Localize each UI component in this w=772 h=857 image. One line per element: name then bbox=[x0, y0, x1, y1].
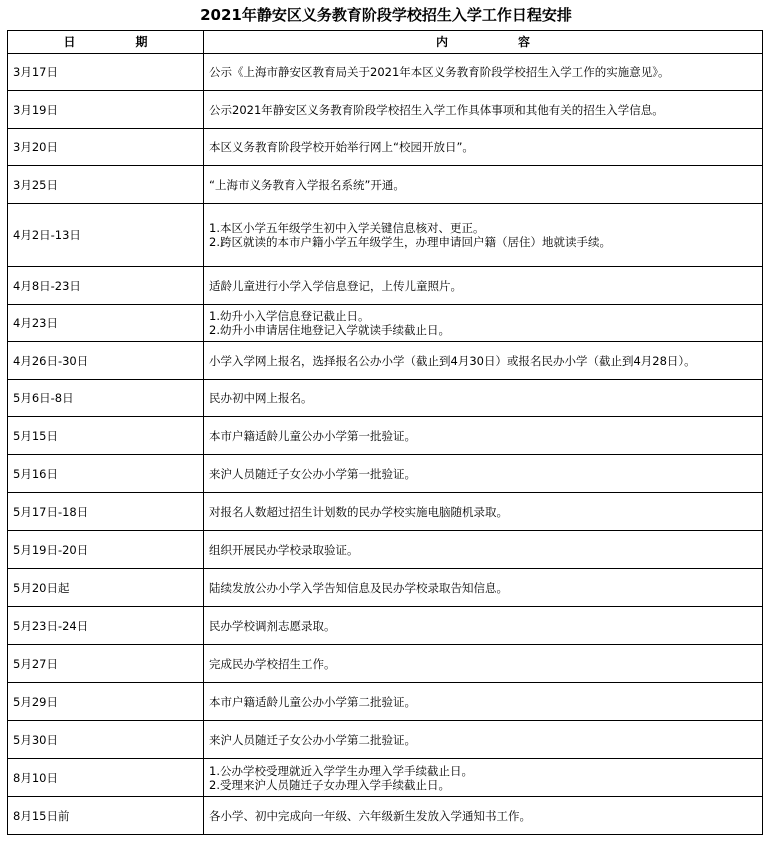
schedule-content-line: 1.公办学校受理就近入学学生办理入学手续截止日。 bbox=[209, 763, 473, 778]
schedule-content-line: 民办学校调剂志愿录取。 bbox=[209, 618, 336, 633]
table-row bbox=[8, 342, 763, 380]
schedule-content-line: 对报名人数超过招生计划数的民办学校实施电脑随机录取。 bbox=[209, 504, 508, 519]
table-row bbox=[8, 569, 763, 607]
schedule-content-line: 陆续发放公办小学入学告知信息及民办学校录取告知信息。 bbox=[209, 580, 508, 595]
schedule-date-cell: 8月10日 bbox=[8, 759, 204, 797]
content-header-char-1: 内 bbox=[435, 35, 448, 49]
table-row bbox=[8, 607, 763, 645]
schedule-content-line: 2.跨区就读的本市户籍小学五年级学生，办理申请回户籍（居住）地就读手续。 bbox=[209, 235, 611, 249]
schedule-content-cell bbox=[204, 305, 763, 342]
schedule-date-cell: 5月6日-8日 bbox=[8, 380, 204, 417]
schedule-content-line: 1.幼升小入学信息登记截止日。 bbox=[209, 309, 370, 323]
schedule-content-line: 公示《上海市静安区教育局关于2021年本区义务教育阶段学校招生入学工作的实施意见》。 bbox=[209, 65, 670, 79]
schedule-date-cell: 4月23日 bbox=[8, 305, 204, 342]
schedule-content-cell bbox=[204, 380, 763, 417]
date-header-char-2: 期 bbox=[135, 35, 148, 49]
schedule-content-line: 小学入学网上报名，选择报名公办小学（截止到4月30日）或报名民办小学（截止到4月28日）。 bbox=[209, 353, 696, 368]
schedule-content-line: 来沪人员随迁子女公办小学第一批验证。 bbox=[209, 466, 416, 481]
content-column-header bbox=[204, 31, 763, 54]
schedule-content-line: “上海市义务教育入学报名系统”开通。 bbox=[209, 177, 405, 192]
schedule-content-cell bbox=[204, 645, 763, 683]
schedule-content-line: 公示2021年静安区义务教育阶段学校招生入学工作具体事项和其他有关的招生入学信息。 bbox=[209, 102, 664, 117]
table-row bbox=[8, 91, 763, 129]
table-row bbox=[8, 645, 763, 683]
schedule-content-cell bbox=[204, 493, 763, 531]
schedule-content-cell bbox=[204, 569, 763, 607]
table-row bbox=[8, 54, 763, 91]
schedule-content-line: 民办初中网上报名。 bbox=[209, 391, 313, 405]
schedule-date-cell: 5月23日-24日 bbox=[8, 607, 204, 645]
schedule-date-cell: 8月15日前 bbox=[8, 797, 204, 835]
schedule-content-line: 适龄儿童进行小学入学信息登记，上传儿童照片。 bbox=[209, 278, 462, 293]
schedule-content-cell bbox=[204, 417, 763, 455]
schedule-date-cell: 3月20日 bbox=[8, 129, 204, 166]
schedule-content-line: 各小学、初中完成向一年级、六年级新生发放入学通知书工作。 bbox=[209, 808, 531, 823]
schedule-date-cell: 4月8日-23日 bbox=[8, 267, 204, 305]
schedule-content-cell bbox=[204, 797, 763, 835]
schedule-date-cell: 5月16日 bbox=[8, 455, 204, 493]
schedule-content-line: 本市户籍适龄儿童公办小学第一批验证。 bbox=[209, 428, 416, 443]
schedule-content-cell bbox=[204, 607, 763, 645]
schedule-content-line: 1.本区小学五年级学生初中入学关键信息核对、更正。 bbox=[209, 221, 485, 235]
schedule-content-line: 2.幼升小申请居住地登记入学就读手续截止日。 bbox=[209, 323, 450, 337]
table-row bbox=[8, 267, 763, 305]
schedule-date-cell: 5月15日 bbox=[8, 417, 204, 455]
table-row bbox=[8, 204, 763, 267]
schedule-content-cell bbox=[204, 531, 763, 569]
schedule-content-cell bbox=[204, 166, 763, 204]
table-row bbox=[8, 531, 763, 569]
schedule-content-cell bbox=[204, 54, 763, 91]
schedule-content-line: 完成民办学校招生工作。 bbox=[209, 656, 336, 671]
schedule-date-cell: 5月30日 bbox=[8, 721, 204, 759]
schedule-content-line: 来沪人员随迁子女公办小学第二批验证。 bbox=[209, 732, 416, 747]
page-title: 2021年静安区义务教育阶段学校招生入学工作日程安排 bbox=[200, 6, 572, 24]
table-row bbox=[8, 493, 763, 531]
schedule-date-cell: 5月20日起 bbox=[8, 569, 204, 607]
schedule-content-cell bbox=[204, 129, 763, 166]
schedule-content-cell bbox=[204, 267, 763, 305]
schedule-date-cell: 5月19日-20日 bbox=[8, 531, 204, 569]
schedule-date-cell: 3月25日 bbox=[8, 166, 204, 204]
schedule-date-cell: 3月19日 bbox=[8, 91, 204, 129]
date-header-char-1: 日 bbox=[63, 35, 76, 49]
content-header-char-2: 容 bbox=[518, 35, 531, 49]
schedule-date-cell: 3月17日 bbox=[8, 54, 204, 91]
table-row bbox=[8, 721, 763, 759]
schedule-date-cell: 5月27日 bbox=[8, 645, 204, 683]
schedule-content-line: 本区义务教育阶段学校开始举行网上“校园开放日”。 bbox=[209, 140, 474, 154]
schedule-date-cell: 4月26日-30日 bbox=[8, 342, 204, 380]
schedule-content-cell bbox=[204, 759, 763, 797]
schedule-content-line: 2.受理来沪人员随迁子女办理入学手续截止日。 bbox=[209, 777, 450, 792]
table-row bbox=[8, 166, 763, 204]
schedule-date-cell: 4月2日-13日 bbox=[8, 204, 204, 267]
schedule-content-line: 本市户籍适龄儿童公办小学第二批验证。 bbox=[209, 694, 416, 709]
table-row bbox=[8, 455, 763, 493]
table-row bbox=[8, 417, 763, 455]
schedule-content-cell bbox=[204, 91, 763, 129]
schedule-content-cell bbox=[204, 342, 763, 380]
schedule-table bbox=[7, 30, 763, 835]
schedule-content-line: 组织开展民办学校录取验证。 bbox=[209, 542, 359, 557]
schedule-date-cell: 5月29日 bbox=[8, 683, 204, 721]
table-row bbox=[8, 380, 763, 417]
schedule-content-cell bbox=[204, 204, 763, 267]
table-row bbox=[8, 305, 763, 342]
table-row bbox=[8, 129, 763, 166]
table-row bbox=[8, 759, 763, 797]
table-header-row bbox=[8, 31, 763, 54]
table-row bbox=[8, 797, 763, 835]
schedule-content-cell bbox=[204, 721, 763, 759]
schedule-rows bbox=[8, 54, 763, 835]
schedule-date-cell: 5月17日-18日 bbox=[8, 493, 204, 531]
table-row bbox=[8, 683, 763, 721]
date-column-header bbox=[8, 31, 204, 54]
schedule-content-cell bbox=[204, 683, 763, 721]
schedule-content-cell bbox=[204, 455, 763, 493]
